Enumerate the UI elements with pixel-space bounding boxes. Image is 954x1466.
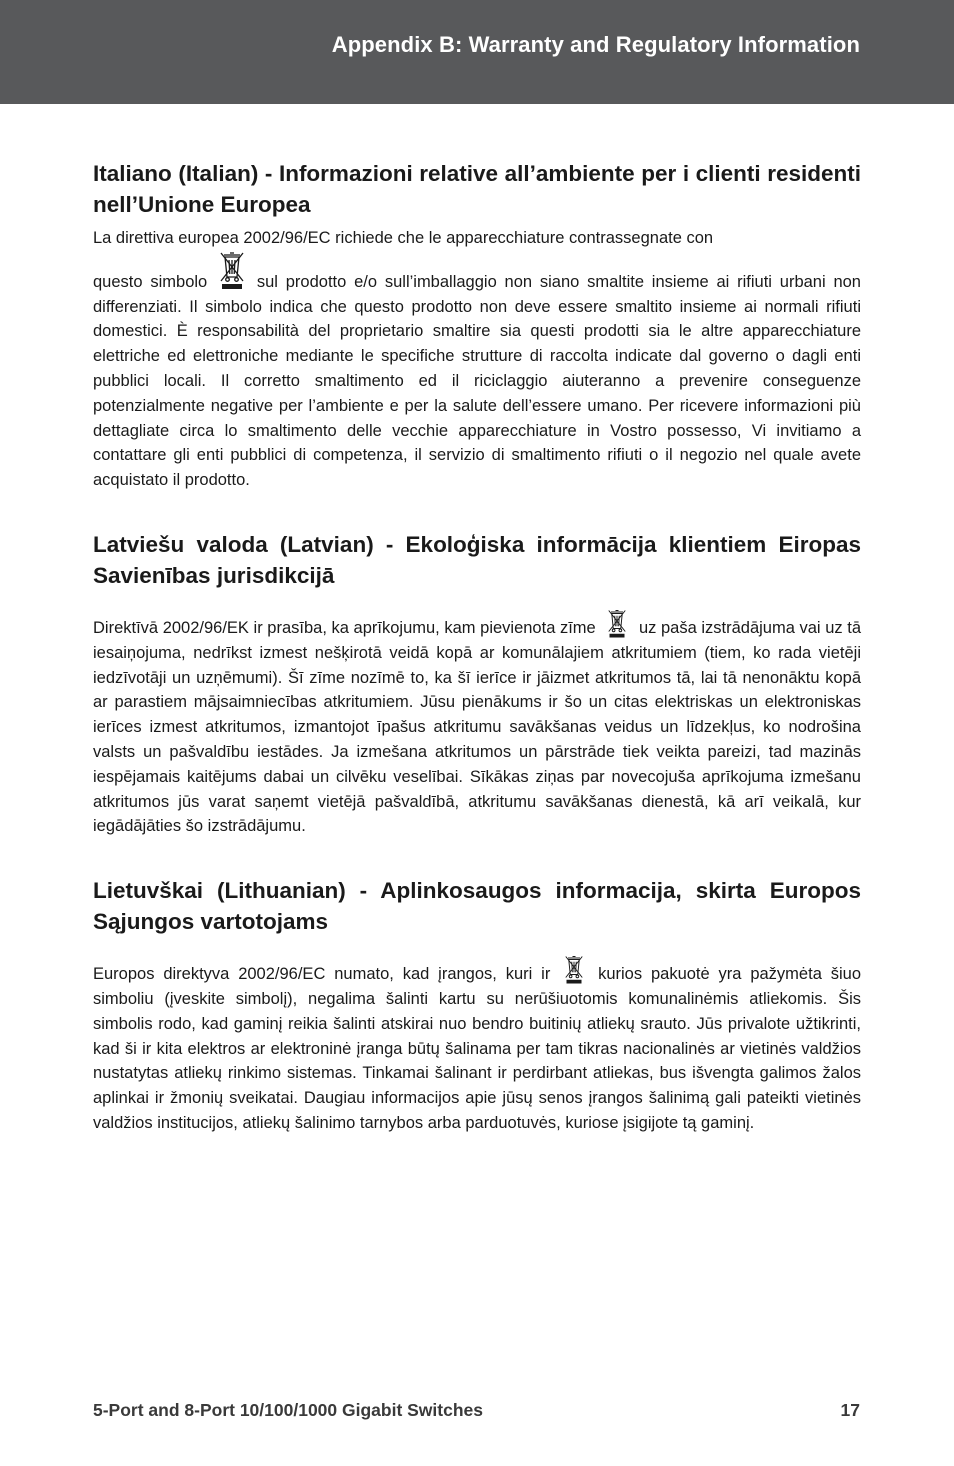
body-text: La direttiva europea 2002/96/EC richiede che le apparecchiature contrassegnate con	[93, 229, 714, 247]
body-text: sul prodotto e/o sull’imballaggio non siano smaltite insieme ai rifiuti urbani non differenziati. Il simbolo indica che questo prodotto non deve essere smaltito insieme ai normali rifiuti domestici. È responsabilità del proprietario smaltire sia questi prodotti sia le altre apparecchiature elettriche ed elettroniche mediante le specifiche strutture di raccolta indicate dal governo o dagli enti pubblici locali. Il corretto smaltimento ed il riciclaggio aiuteranno a prevenire conseguenze potenzialmente negative per l’ambiente e per la salute dell’essere umano. Per ricevere informazioni più dettagliate circa lo smaltimento delle vecchie apparecchiature in Vostro possesso, Vi invitiamo a contattare gli enti pubblici di competenza, il servizio di smaltimento rifiuti o il negozio nel quale avete acquistato il prodotto.	[93, 272, 861, 490]
section-heading: Italiano (Italian) - Informazioni relative all’ambiente per i clienti residenti nell’Unione Europea	[93, 161, 861, 217]
weee-bin-icon	[219, 251, 245, 291]
weee-bin-icon	[561, 955, 587, 985]
section-body	[93, 609, 861, 839]
section-heading: Lietuvškai (Lithuanian) - Aplinkosaugos informacija, skirta Europos Sąjungos vartotojams	[93, 878, 861, 935]
footer-product-name: 5-Port and 8-Port 10/100/1000 Gigabit Switches	[93, 1400, 483, 1420]
header-title: Appendix B: Warranty and Regulatory Information	[331, 32, 860, 57]
section-heading: Latviešu valoda (Latvian) - Ekoloģiska informācija klientiem Eiropas Savienības jurisdikcijā	[93, 531, 861, 588]
body-text: Direktīvā 2002/96/EK ir prasība, ka aprīkojumu, kam pievienota zīme	[93, 618, 596, 637]
body-text: questo simbolo	[93, 272, 208, 291]
page-number: 17	[840, 1400, 860, 1420]
section-latvian	[93, 529, 861, 839]
section-body	[93, 226, 861, 493]
body-text: Europos direktyva 2002/96/EC numato, kad įrangos, kuri ir	[93, 965, 551, 984]
page-content	[93, 158, 861, 1136]
section-body	[93, 955, 861, 1136]
section-italian	[93, 158, 861, 493]
section-lithuanian	[93, 875, 861, 1136]
weee-bin-icon	[604, 609, 630, 639]
body-text: kurios pakuotė yra pažymėta šiuo simboliu (įveskite simbolį), negalima šalinti kartu su nerūšiuotomis komunalinėmis atliekomis. Šis simbolis rodo, kad gaminį reikia šalinti atskirai nuo bendro buitinių atliekų srauto. Jūs privalote užtikrinti, kad ši ir kita elektros ar elektroninė įranga būtų šalinama per tam tikras nacionalinės ar vietinės valdžios nustatytas atliekų rinkimo sistemas. Tinkamai šalinant ir perdirbant atliekas, bus išvengta galimos žalos aplinkai ir žmonių sveikatai. Daugiau informacijos apie jūsų senos įrangos šalinimą gali pateikti vietinės valdžios institucijos, atliekų šalinimo tarnybos arba parduotuvės, kuriose įsigijote tą gaminį.	[93, 965, 862, 1132]
body-text: uz paša izstrādājuma vai uz tā iesaiņojuma, nedrīkst izmest nešķirotā veidā kopā ar komunālajiem atkritumiem (tiem, ko rada vietēji iedzīvotāji un uzņēmumi). Šī zīme nozīmē to, ka šī ierīce ir jāizmet atkritumos tā, lai tā nenonāktu kopā ar parastiem mājsaimniecības atkritumiem. Jūsu pienākums ir šo un citas elektriskas un elektroniskas ierīces izmest atkritumos, izmantojot īpašus atkritumu savākšanas veidus un līdzekļus, ko nodrošina valsts un pašvaldību iestādes. Ja izmešana atkritumos un pārstrāde tiek veikta pareizi, tad mazinās iespējamais kaitējums dabai un cilvēku veselībai. Sīkākas ziņas par novecojuša aprīkojuma izmešanu atkritumos jūs varat saņemt vietējā pašvaldībā, atkritumu savākšanas dienestā, kā arī veikalā, kur iegādājāties šo izstrādājumu.	[93, 618, 861, 836]
header-band	[0, 0, 954, 104]
